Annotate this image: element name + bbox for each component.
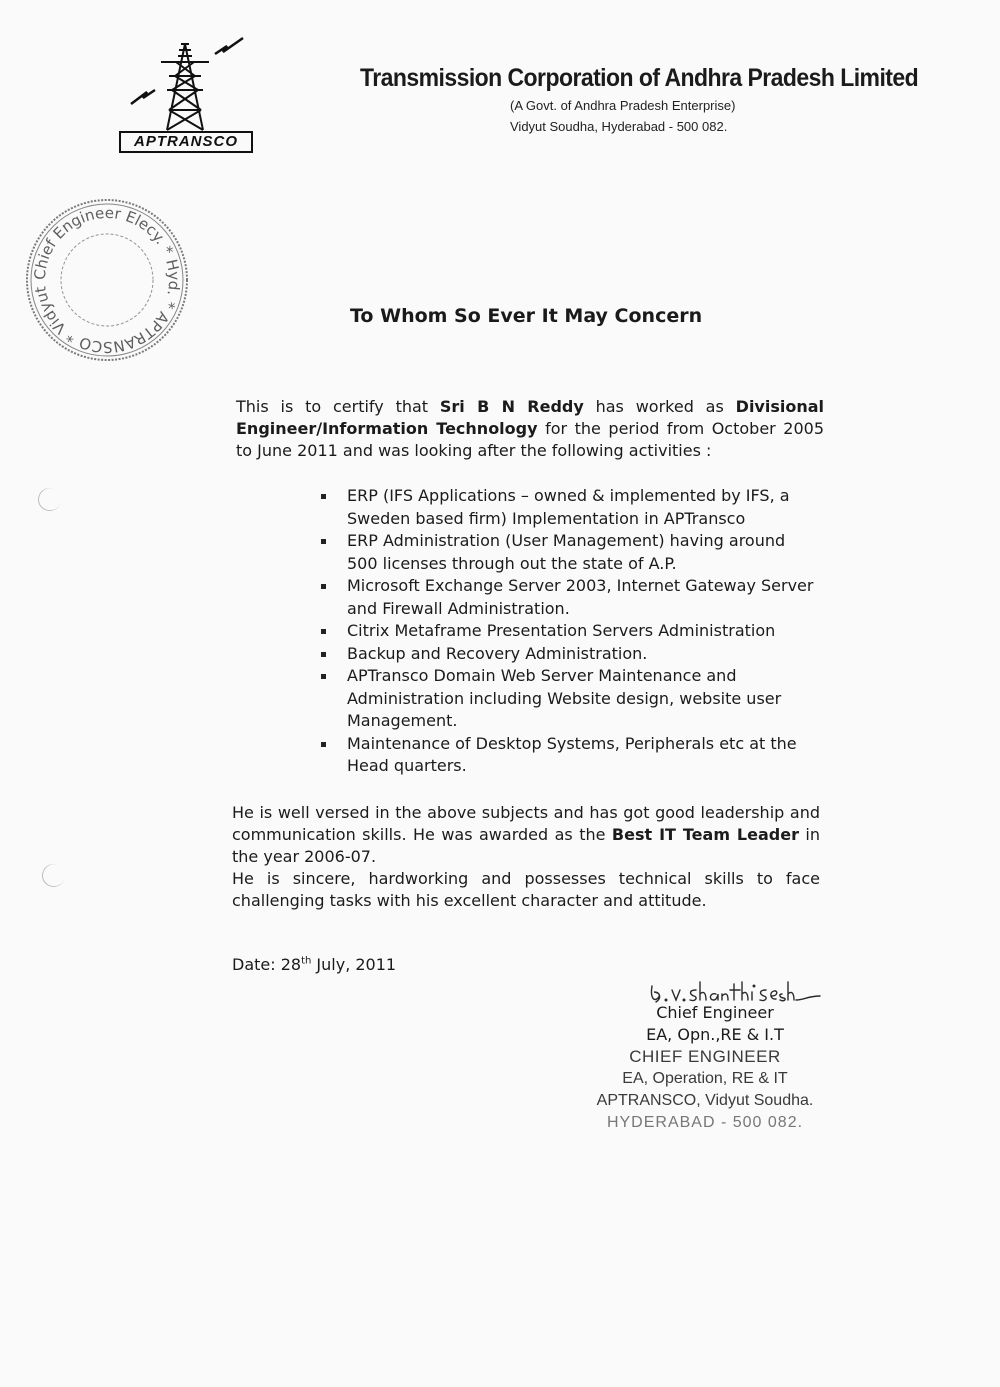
aptransco-logo (115, 32, 260, 162)
office-stamp (565, 1046, 845, 1134)
para2-text-1: He is well versed in the above subjects and has got good leadership and communication skills. He was awarded as the (232, 803, 820, 844)
letter-title: To Whom So Ever It May Concern (350, 305, 703, 327)
stamp-line-2: EA, Operation, RE & IT (622, 1070, 788, 1087)
list-item: Citrix Metaframe Presentation Servers Administration (318, 620, 818, 643)
list-item: APTransco Domain Web Server Maintenance and Administration including Website design, website user Management. (318, 665, 818, 733)
list-item: Maintenance of Desktop Systems, Peripherals etc at the Head quarters. (318, 733, 818, 778)
character-paragraph: He is sincere, hardworking and possesses technical skills to face challenging tasks with his excellent character and attitude. (232, 869, 820, 910)
employee-name: Sri B N Reddy (439, 397, 584, 416)
company-name: Transmission Corporation of Andhra Pradesh Limited (360, 64, 919, 92)
list-item: ERP Administration (User Management) having around 500 licenses through out the state of A.P. (318, 530, 818, 575)
stamp-line-4: HYDERABAD - 500 082. (606, 1114, 804, 1131)
list-item: Backup and Recovery Administration. (318, 643, 818, 666)
address-line: Vidyut Soudha, Hyderabad - 500 082. (510, 119, 728, 134)
punch-hole-mark (35, 485, 64, 514)
date-label: Date: 28 (232, 955, 302, 974)
list-item: Microsoft Exchange Server 2003, Internet Gateway Server and Firewall Administration. (318, 575, 818, 620)
stamp-line-3: APTRANSCO, Vidyut Soudha. (596, 1092, 814, 1109)
signatory-line-1: Chief Engineer (656, 1003, 774, 1022)
signatory-block (600, 1002, 830, 1046)
intro-text-2: has worked as (583, 397, 736, 416)
award-name: Best IT Team Leader (611, 825, 799, 844)
leadership-paragraph (232, 802, 820, 868)
transmission-tower-icon (115, 32, 260, 132)
letterhead (360, 64, 920, 134)
list-item: ERP (IFS Applications – owned & implemented by IFS, a Sweden based firm) Implementation in APTransco (318, 485, 818, 530)
employee-designation: Divisional Engineer/Information Technology (236, 397, 825, 438)
punch-hole-mark (39, 861, 68, 890)
logo-wordmark: APTRANSCO (119, 131, 253, 153)
date-ordinal: th (301, 955, 312, 967)
enterprise-line: (A Govt. of Andhra Pradesh Enterprise) (510, 98, 736, 113)
intro-text-3: for the period from October 2005 to June 2011 and was looking after the following activities : (236, 419, 824, 460)
signatory-line-2: EA, Opn.,RE & I.T (646, 1025, 784, 1044)
letter-date (232, 955, 396, 974)
intro-text-1: This is to certify that (236, 397, 440, 416)
seal-stamp-icon (22, 195, 192, 365)
activities-list (318, 485, 818, 778)
intro-paragraph (236, 396, 824, 462)
seal-text: Chief Engineer Elecy. * Hyd. * APTRANSCO * Vidyut (30, 203, 184, 357)
office-seal (22, 195, 192, 365)
stamp-line-1: CHIEF ENGINEER (629, 1047, 781, 1066)
date-rest: July, 2011 (311, 955, 397, 974)
para2-text-2: in the year 2006-07. (232, 825, 821, 866)
